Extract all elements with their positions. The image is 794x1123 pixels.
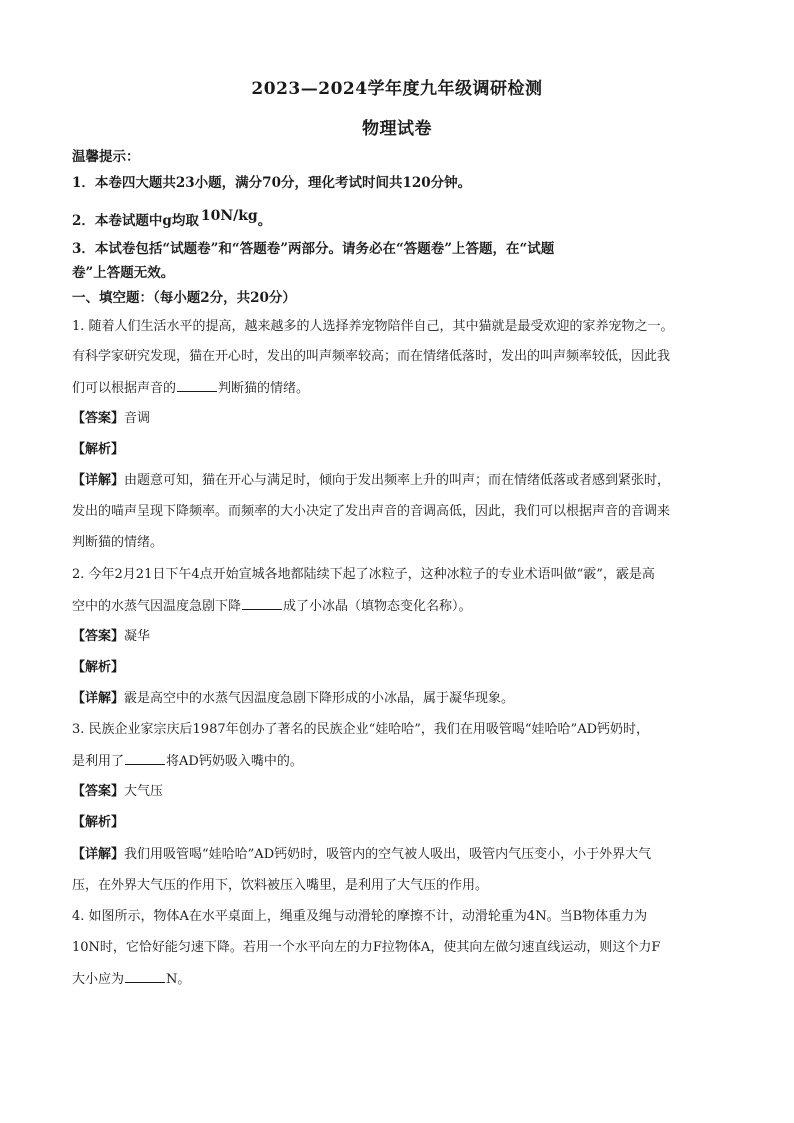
q4-line-3-text: 大小应为 [72, 972, 125, 987]
q3-line-2-end: 将AD钙奶吸入嘴中的。 [166, 754, 303, 769]
answer-label: 【答案】 [72, 629, 125, 644]
q3-detail-line-1 [72, 846, 732, 864]
answer-label: 【答案】 [72, 411, 125, 426]
q2-answer-blank [242, 597, 282, 610]
q2-line-2-end: 成了小冰晶（填物态变化名称）。 [283, 599, 472, 614]
q3-detail-line-2: 压，在外界大气压的作用下，饮料被压入嘴里，是利用了大气压的作用。 [72, 878, 489, 893]
q4-line-1: 4. 如图所示，物体A在水平桌面上，绳重及绳与动滑轮的摩擦不计，动滑轮重为4N。当B物体重力为 [72, 909, 648, 924]
q4-line-2: 10N时，它恰好能匀速下降。若用一个水平向左的力F拉物体A，使其向左做匀速直线运动，则这个力F [72, 940, 661, 955]
tip-item-2-text: 2．本卷试题中g均取 [72, 213, 199, 229]
q3-answer-text: 大气压 [124, 784, 164, 799]
q1-detail-text-1: 由题意可知，猫在开心与满足时，倾向于发出频率上升的叫声；而在情绪低落或者感到紧张时， [124, 473, 671, 488]
q3-analysis [72, 814, 732, 832]
q1-answer-text: 音调 [124, 411, 151, 426]
section-heading: 一、填空题：（每小题2分，共20分） [72, 290, 296, 306]
q3-detail-text-1: 我们用吸管喝“娃哈哈”AD钙奶时，吸管内的空气被人吸出，吸管内气压变小，小于外界大气 [124, 847, 652, 862]
q2-line-2-text: 空中的水蒸气因温度急剧下降 [72, 599, 242, 614]
q2-detail-line-1 [72, 690, 732, 708]
tip-item-3-line2: 卷”上答题无效。 [72, 265, 175, 281]
page-subtitle: 物理试卷 [362, 119, 432, 139]
q1-detail-line-3: 判断猫的情绪。 [72, 535, 164, 550]
tip-item-1: 1．本卷四大题共23小题，满分70分，理化考试时间共120分钟。 [72, 175, 472, 191]
q1-analysis [72, 441, 732, 459]
tip-item-3-line1: 3．本试卷包括“试题卷”和“答题卷”两部分。请务必在“答题卷”上答题，在“试题 [72, 241, 555, 257]
q1-line-2: 有科学家研究发现，猫在开心时，发出的叫声频率较高；而在情绪低落时，发出的叫声频率较低，因此我 [72, 349, 671, 364]
unit-formula: 10N/kg [200, 208, 258, 224]
tips-heading: 温馨提示： [72, 149, 140, 165]
q1-answer-blank [177, 379, 217, 392]
q1-line-1: 1. 随着人们生活水平的提高，越来越多的人选择养宠物陪伴自己，其中猫就是最受欢迎的家养宠物之一。 [72, 319, 674, 334]
analysis-label: 【解析】 [72, 815, 125, 830]
detail-label: 【详解】 [72, 473, 125, 488]
q2-detail-text-1: 霰是高空中的水蒸气因温度急剧下降形成的小冰晶，属于凝华现象。 [124, 691, 515, 706]
q1-line-3-end: 判断猫的情绪。 [218, 381, 310, 396]
q2-line-1: 2. 今年2月21日下午4点开始宣城各地都陆续下起了冰粒子，这种冰粒子的专业术语叫做“霰”，霰是高 [72, 567, 655, 582]
q2-analysis [72, 659, 732, 677]
q2-line-2 [72, 597, 732, 616]
q2-answer [72, 628, 732, 646]
q1-line-3-text: 们可以根据声音的 [72, 381, 177, 396]
q2-answer-text: 凝华 [124, 629, 151, 644]
q1-detail-line-2: 发出的喵声呈现下降频率。而频率的大小决定了发出声音的音调高低，因此，我们可以根据声音的音调来 [72, 504, 671, 519]
q3-answer [72, 783, 732, 801]
analysis-label: 【解析】 [72, 660, 125, 675]
q4-line-3 [72, 970, 732, 989]
q1-answer [72, 410, 732, 428]
q3-line-1: 3. 民族企业家宗庆后1987年创办了著名的民族企业“娃哈哈”，我们在用吸管喝“娃哈哈”AD钙奶时， [72, 722, 650, 737]
q4-line-3-end: N。 [166, 972, 191, 987]
q1-detail-line-1 [72, 472, 732, 490]
detail-label: 【详解】 [72, 847, 125, 862]
page-title: 2023—2024学年度九年级调研检测 [251, 79, 543, 99]
q4-answer-blank [125, 970, 165, 983]
tip-item-2 [72, 207, 732, 230]
answer-label: 【答案】 [72, 784, 125, 799]
tip-item-2-end: 。 [257, 213, 272, 229]
q3-line-2 [72, 752, 732, 771]
q3-answer-blank [125, 752, 165, 765]
detail-label: 【详解】 [72, 691, 125, 706]
analysis-label: 【解析】 [72, 442, 125, 457]
q3-line-2-text: 是利用了 [72, 754, 125, 769]
q1-line-3 [72, 379, 732, 398]
